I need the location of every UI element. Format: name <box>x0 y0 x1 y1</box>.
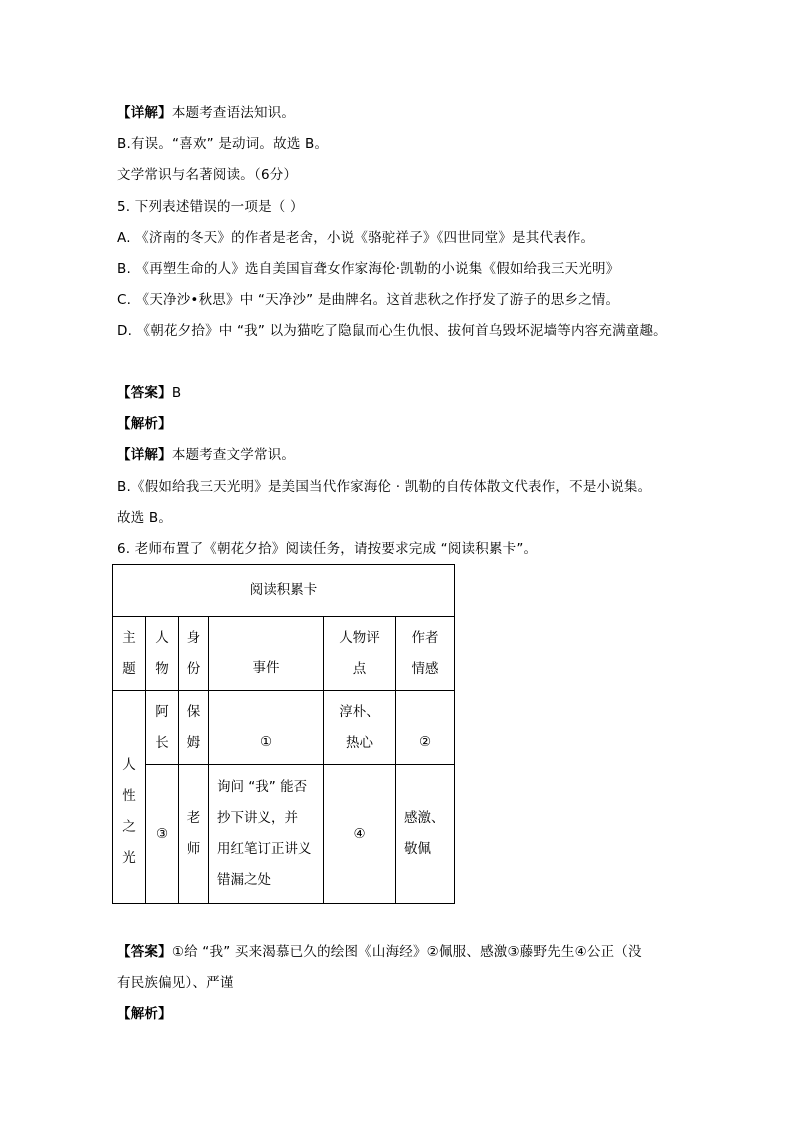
table-row <box>113 765 455 904</box>
theme-cell: 人 性 之 光 <box>113 691 146 904</box>
evaluation-cell: 淳朴、 热心 <box>324 691 396 765</box>
q5-analysis-label: 【解析】 <box>117 416 172 432</box>
q5-explanation: B.《假如给我三天光明》是美国当代作家海伦 · 凯勒的自传体散文代表作，不是小说集。 <box>117 479 652 495</box>
table-title: 阅读积累卡 <box>113 565 455 617</box>
option-text: 《济南的冬天》的作者是老舍，小说《骆驼祥子》《四世同堂》是其代表作。 <box>135 230 595 246</box>
feeling-blank-2: ② <box>396 691 455 765</box>
option-label: B. <box>117 261 131 277</box>
person-cell: 阿 长 <box>146 691 179 765</box>
q5-stem: 5. 下列表述错误的一项是（ ） <box>117 199 304 215</box>
option-label: C. <box>117 292 132 308</box>
table-row <box>113 691 455 765</box>
identity-cell: 老 师 <box>179 765 209 904</box>
option-text: 《朝花夕拾》中 “我” 以为猫吃了隐鼠而心生仇恨、拔何首乌毁坏泥墙等内容充满童趣。 <box>136 323 667 339</box>
header-person: 人 物 <box>146 617 179 691</box>
detail-label: 【详解】 <box>117 447 172 463</box>
answer-label: 【答案】 <box>117 944 172 960</box>
event-cell: 询问 “我” 能否 抄下讲义，并 用红笔订正讲义 错漏之处 <box>209 765 324 904</box>
header-event: 事件 <box>209 617 324 691</box>
q5-option-c <box>117 291 619 309</box>
q5-option-b <box>117 260 619 278</box>
person-blank-3: ③ <box>146 765 179 904</box>
header-evaluation: 人物评 点 <box>324 617 396 691</box>
answer-value: B <box>171 385 182 401</box>
header-feeling: 作者 情感 <box>396 617 455 691</box>
q6-stem: 6. 老师布置了《朝花夕拾》阅读任务，请按要求完成 “阅读积累卡”。 <box>117 541 538 557</box>
reading-card-table <box>112 564 455 904</box>
q6-analysis-label: 【解析】 <box>117 1006 172 1022</box>
detail-text: 本题考查语法知识。 <box>171 105 296 121</box>
header-identity: 身 份 <box>179 617 209 691</box>
answer-text: ①给 “我” 买来渴慕已久的绘图《山海经》②佩服、感激③藤野先生④公正（没 <box>171 944 642 960</box>
q5-option-d <box>117 322 667 340</box>
identity-cell: 保 姆 <box>179 691 209 765</box>
option-label: D. <box>117 323 133 339</box>
feeling-cell: 感激、 敬佩 <box>396 765 455 904</box>
table-header-row <box>113 617 455 691</box>
q5-answer <box>117 384 181 402</box>
evaluation-blank-4: ④ <box>324 765 396 904</box>
detail-label: 【详解】 <box>117 105 172 121</box>
header-theme: 主 题 <box>113 617 146 691</box>
option-label: A. <box>117 230 131 246</box>
q5-option-a <box>117 229 594 247</box>
detail-text: 本题考查文学常识。 <box>171 447 296 463</box>
q6-answer-line1 <box>117 943 642 961</box>
q6-answer-line2: 有民族偏见）、严谨 <box>117 975 234 991</box>
prev-detail-line <box>117 104 295 122</box>
event-blank-1: ① <box>209 691 324 765</box>
prev-explanation: B.有误。“喜欢” 是动词。故选 B。 <box>117 136 329 152</box>
q5-detail <box>117 446 295 464</box>
section-heading: 文学常识与名著阅读。（6分） <box>117 167 298 183</box>
option-text: 《再塑生命的人》选自美国盲聋女作家海伦·凯勒的小说集《假如给我三天光明》 <box>135 261 620 277</box>
q5-conclusion: 故选 B。 <box>117 510 173 526</box>
answer-label: 【答案】 <box>117 385 172 401</box>
option-text: 《天净沙•秋思》中 “天净沙” 是曲牌名。这首悲秋之作抒发了游子的思乡之情。 <box>135 292 620 308</box>
